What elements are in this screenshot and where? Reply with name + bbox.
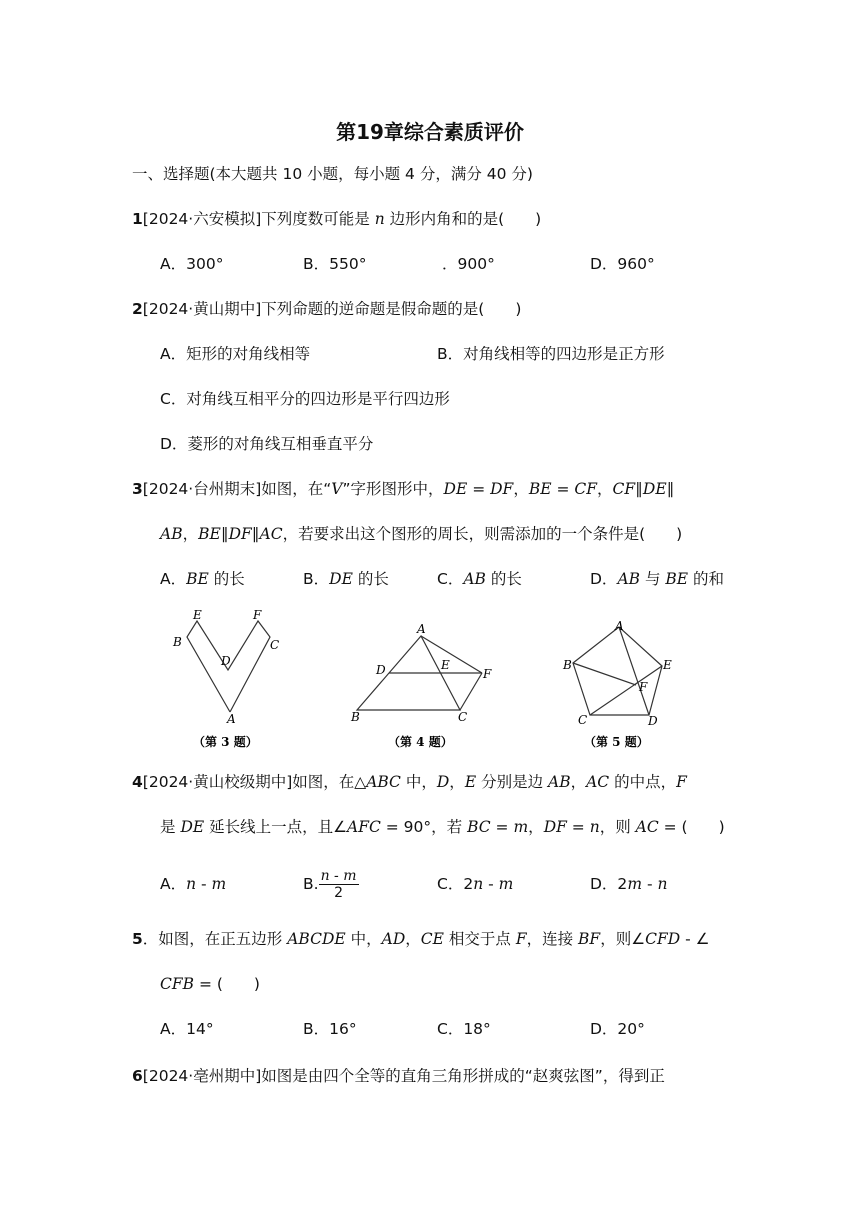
text: = <box>467 480 491 498</box>
question-4-line-2 <box>160 817 725 837</box>
variable: V <box>331 480 343 498</box>
text: 的中点， <box>609 773 677 791</box>
variable: DE <box>443 480 468 498</box>
text: = ( ) <box>658 818 725 836</box>
text: 的和 <box>688 570 725 588</box>
variable: CFD <box>645 930 681 948</box>
text: 是 <box>160 818 181 836</box>
option-b: B．550° <box>303 255 367 273</box>
variable: F <box>676 773 687 791</box>
question-4-line-1 <box>132 772 687 792</box>
variable: BE <box>665 570 689 588</box>
variable: n <box>473 875 484 893</box>
variable: DE <box>180 818 205 836</box>
option-c <box>437 874 513 894</box>
variable: BE <box>198 525 221 543</box>
variable: DF <box>543 818 567 836</box>
label-b: B <box>563 658 572 672</box>
variable: n <box>589 818 600 836</box>
label: B. <box>303 875 319 893</box>
question-5-line-1 <box>132 929 710 949</box>
variable: AC <box>635 818 659 836</box>
question-number: 2 <box>132 300 143 318</box>
fraction <box>319 868 359 901</box>
text: ， <box>449 773 465 791</box>
text: = <box>551 480 575 498</box>
question-5-line-2 <box>160 974 260 994</box>
option-d: D．960° <box>590 255 655 273</box>
question-3-line-1 <box>132 479 674 499</box>
figure-caption: （第 3 题） <box>193 735 258 749</box>
variable: CFB <box>160 975 195 993</box>
label-c: C <box>458 710 468 724</box>
option-b: B．16° <box>303 1020 357 1038</box>
segment-fc <box>460 673 482 710</box>
parallel-symbol: ∥ <box>220 525 229 543</box>
label-b: B <box>173 635 182 649</box>
text: 延长线上一点，且∠ <box>204 818 348 836</box>
option-d: D．20° <box>590 1020 645 1038</box>
denominator: 2 <box>334 885 343 901</box>
text: ， <box>528 818 544 836</box>
label-f: F <box>253 608 262 622</box>
option-d: D．菱形的对角线互相垂直平分 <box>160 435 374 453</box>
question-1 <box>132 209 541 229</box>
label-e: E <box>663 658 672 672</box>
text: ， <box>182 525 199 543</box>
label-a: A <box>615 619 624 633</box>
question-3-line-2 <box>160 524 682 544</box>
text: - <box>196 875 212 893</box>
figure-4 <box>340 618 510 750</box>
option-c <box>437 569 522 589</box>
question-source: [2024·台州期末] <box>142 480 262 498</box>
figure-3 <box>160 600 300 750</box>
variable: AB <box>548 773 571 791</box>
text: 如图，在“ <box>261 480 332 498</box>
figure-5 <box>560 615 690 750</box>
text: ．如图，在正五边形 <box>142 930 288 948</box>
text: 中， <box>345 930 382 948</box>
text: ， <box>570 773 587 791</box>
label: C．2 <box>437 875 474 893</box>
question-text: 边形内角和的是( ) <box>384 210 542 228</box>
variable: CE <box>420 930 444 948</box>
text: ， <box>513 480 529 498</box>
option-a: A．14° <box>160 1020 214 1038</box>
option-c: C．18° <box>437 1020 491 1038</box>
variable: AB <box>463 570 486 588</box>
page-title: 第19章综合素质评价 <box>336 120 524 144</box>
label-a: A <box>227 712 236 726</box>
variable: m <box>498 875 514 893</box>
question-text: 如图是由四个全等的直角三角形拼成的“赵爽弦图”，得到正 <box>261 1067 665 1085</box>
text: - <box>483 875 499 893</box>
text: ，若要求出这个图形的周长，则需添加的一个条件是( ) <box>282 525 683 543</box>
variable: BE <box>186 570 209 588</box>
label-f: F <box>483 667 492 681</box>
label-d: D <box>648 714 658 728</box>
question-source: [2024·六安模拟] <box>142 210 262 228</box>
text: 的长 <box>208 570 245 588</box>
variable: AC <box>259 525 283 543</box>
label-e: E <box>441 658 450 672</box>
text: ”字形图形中， <box>342 480 444 498</box>
variable: AB <box>160 525 183 543</box>
label: A． <box>160 570 187 588</box>
question-source: [2024·黄山校级期中] <box>142 773 293 791</box>
variable: n <box>186 875 197 893</box>
label-f: F <box>639 680 648 694</box>
label-c: C <box>578 713 588 727</box>
variable: AD <box>381 930 406 948</box>
label-d: D <box>376 663 386 677</box>
text: 分别是边 <box>476 773 548 791</box>
text: = <box>566 818 590 836</box>
variable: n <box>657 875 668 893</box>
variable: ABC <box>366 773 401 791</box>
question-number: 1 <box>132 210 143 228</box>
figure-caption: （第 4 题） <box>388 735 453 749</box>
question-text: 下列度数可能是 <box>261 210 375 228</box>
text: ，连接 <box>526 930 579 948</box>
label-d: D <box>221 654 231 668</box>
question-number: 4 <box>132 773 143 791</box>
text: 如图，在△ <box>292 773 367 791</box>
variable: BC <box>467 818 491 836</box>
question-number: 3 <box>132 480 143 498</box>
label: A． <box>160 875 187 893</box>
question-source: [2024·亳州期中] <box>142 1067 262 1085</box>
section-heading: 一、选择题(本大题共 10 小题，每小题 4 分，满分 40 分) <box>132 165 533 183</box>
question-number: 5 <box>132 930 143 948</box>
variable: AB <box>617 570 641 588</box>
text: 的长 <box>485 570 522 588</box>
parallel-symbol: ∥ <box>635 480 643 498</box>
question-2 <box>132 299 521 319</box>
variable: n <box>374 210 385 228</box>
option-c: ．900° <box>442 255 495 273</box>
text: ，则∠ <box>600 930 646 948</box>
question-source: [2024·黄山期中] <box>142 300 262 318</box>
label: D．2 <box>590 875 628 893</box>
label-c: C <box>270 638 280 652</box>
variable: E <box>464 773 477 791</box>
pentagon-abcde <box>573 627 662 715</box>
numerator: n - m <box>320 868 357 884</box>
variable: AFC <box>347 818 381 836</box>
question-6 <box>132 1066 665 1086</box>
text: = <box>490 818 514 836</box>
variable: BE <box>528 480 552 498</box>
option-a: A．矩形的对角线相等 <box>160 345 311 363</box>
text: 中， <box>400 773 437 791</box>
label: D． <box>590 570 618 588</box>
text: ，则 <box>599 818 636 836</box>
option-a <box>160 874 226 894</box>
text: 相交于点 <box>443 930 516 948</box>
text: ， <box>597 480 613 498</box>
variable: DF <box>490 480 514 498</box>
label-a: A <box>417 622 426 636</box>
question-number: 6 <box>132 1067 143 1085</box>
label: B． <box>303 570 330 588</box>
variable: DE <box>329 570 353 588</box>
variable: m <box>627 875 643 893</box>
variable: DF <box>228 525 252 543</box>
text: = ( ) <box>194 975 260 993</box>
text: ， <box>405 930 421 948</box>
variable: DE <box>642 480 667 498</box>
variable: BF <box>578 930 601 948</box>
option-b <box>303 569 389 589</box>
option-b <box>303 864 359 904</box>
text: = 90°，若 <box>380 818 468 836</box>
parallel-symbol: ∥ <box>666 480 675 498</box>
variable: AC <box>586 773 610 791</box>
variable: CF <box>574 480 598 498</box>
variable: m <box>513 818 529 836</box>
label-e: E <box>193 608 202 622</box>
option-c: C．对角线互相平分的四边形是平行四边形 <box>160 390 450 408</box>
text: - <box>642 875 658 893</box>
option-b: B．对角线相等的四边形是正方形 <box>437 345 665 363</box>
variable: CF <box>612 480 636 498</box>
figure-caption: （第 5 题） <box>584 735 649 749</box>
variable: ABCDE <box>287 930 346 948</box>
label-b: B <box>351 710 360 724</box>
variable: D <box>436 773 450 791</box>
question-text: 下列命题的逆命题是假命题的是( ) <box>261 300 522 318</box>
variable: F <box>515 930 527 948</box>
parallel-symbol: ∥ <box>251 525 260 543</box>
segment-bf <box>573 663 636 685</box>
option-a: A．300° <box>160 255 224 273</box>
option-d <box>590 569 724 589</box>
option-a <box>160 569 245 589</box>
label: C． <box>437 570 464 588</box>
text: - ∠ <box>680 930 710 948</box>
variable: m <box>211 875 227 893</box>
text: 与 <box>640 570 666 588</box>
option-d <box>590 874 667 894</box>
text: 的长 <box>352 570 389 588</box>
